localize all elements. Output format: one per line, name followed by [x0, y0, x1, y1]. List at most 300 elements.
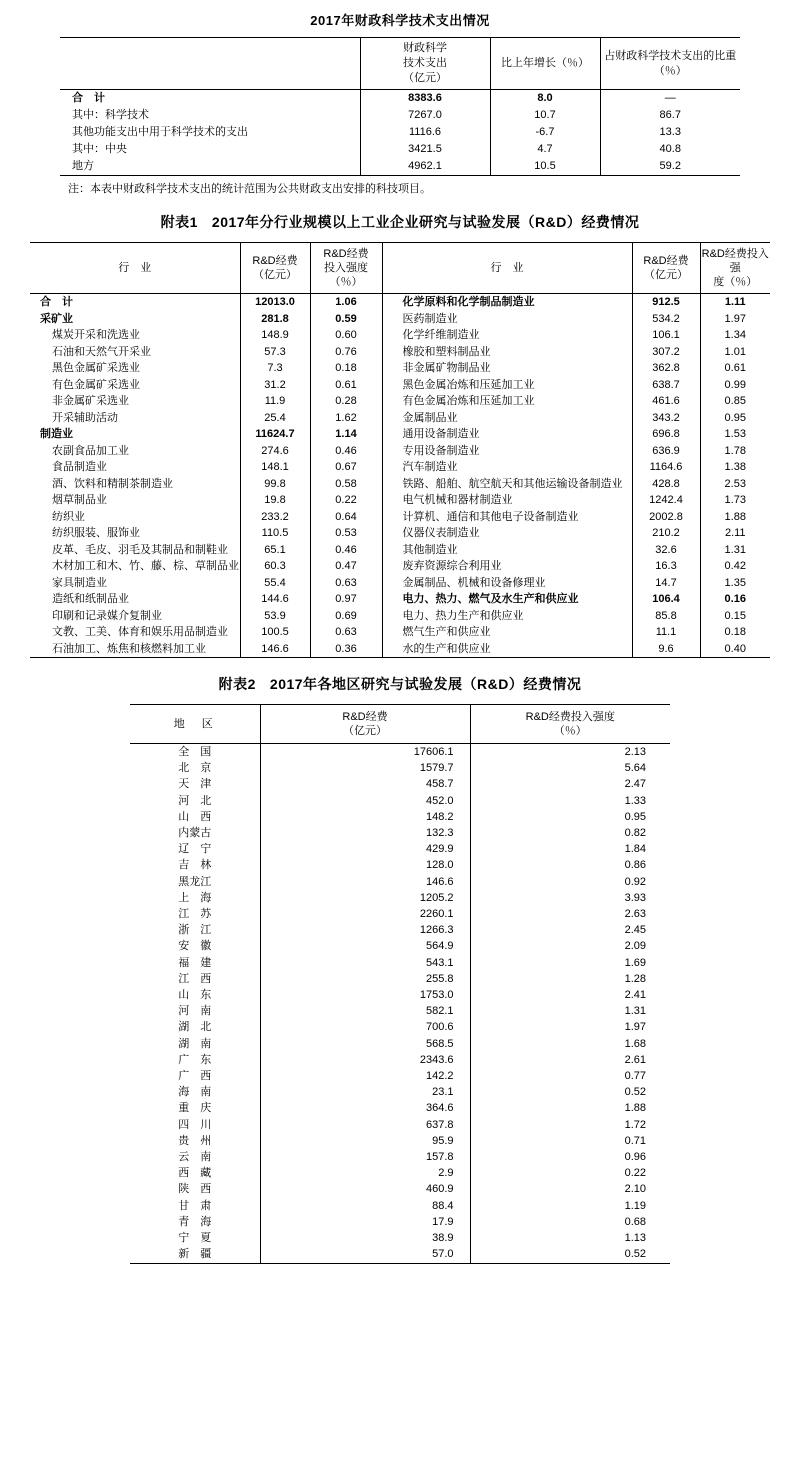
row-intensity-right: 1.01 — [724, 345, 746, 358]
table-row — [130, 776, 670, 792]
table-row — [30, 426, 770, 443]
row-funds-left: 110.5 — [240, 525, 310, 542]
table-row — [30, 393, 770, 410]
table-row — [130, 1133, 670, 1149]
row-funds: 1205.2 — [260, 890, 470, 906]
header-funds — [360, 38, 490, 90]
row-share: 86.7 — [600, 107, 740, 124]
row-region: 天 津 — [130, 776, 260, 792]
row-funds: 23.1 — [260, 1084, 470, 1100]
row-intensity: 2.09 — [470, 938, 670, 954]
row-industry-left: 非金属矿采选业 — [30, 393, 240, 410]
row-funds: 128.0 — [260, 857, 470, 873]
row-funds-left: 233.2 — [240, 509, 310, 526]
row-intensity: 0.95 — [470, 809, 670, 825]
header-region — [130, 705, 260, 744]
row-industry-left: 有色金属矿采选业 — [30, 377, 240, 394]
table-row — [130, 1246, 670, 1263]
table-row — [130, 1198, 670, 1214]
table-row — [130, 857, 670, 873]
table-row — [130, 1019, 670, 1035]
row-label: 合 计 — [60, 90, 360, 108]
row-intensity: 2.47 — [470, 776, 670, 792]
row-funds: 17.9 — [260, 1214, 470, 1230]
row-intensity-right: 1.34 — [724, 329, 746, 341]
header-intensity-left — [310, 243, 382, 294]
table-header-row — [130, 705, 670, 744]
row-intensity-right: 0.18 — [724, 626, 746, 638]
row-intensity-right: 1.38 — [724, 461, 746, 473]
row-region: 甘 肃 — [130, 1198, 260, 1214]
row-share: — — [600, 90, 740, 108]
table-row — [130, 906, 670, 922]
row-intensity-right: 1.35 — [724, 576, 746, 589]
table-row — [30, 459, 770, 476]
row-funds-right: 32.6 — [632, 542, 700, 559]
row-industry-left: 石油和天然气开采业 — [30, 344, 240, 361]
header-share: 占财政科学技术支出的比重（％） — [600, 38, 740, 90]
row-intensity: 1.33 — [470, 793, 670, 809]
row-industry-left: 文教、工美、体育和娱乐用品制造业 — [30, 624, 240, 641]
row-region: 贵 州 — [130, 1133, 260, 1149]
row-funds-left: 12013.0 — [240, 294, 310, 311]
row-intensity-left: 1.14 — [310, 426, 382, 443]
table-row — [130, 1084, 670, 1100]
row-funds-right: 106.4 — [632, 591, 700, 608]
row-industry-left: 制造业 — [30, 426, 240, 443]
row-funds: 57.0 — [260, 1246, 470, 1263]
row-industry-right: 计算机、通信和其他电子设备制造业 — [382, 509, 632, 526]
row-region: 全 国 — [130, 744, 260, 761]
row-industry-right: 非金属矿物制品业 — [382, 360, 632, 377]
table-row — [30, 641, 770, 658]
row-intensity-left: 0.64 — [310, 509, 382, 526]
row-funds: 700.6 — [260, 1019, 470, 1035]
row-funds: 364.6 — [260, 1100, 470, 1116]
row-region: 西 藏 — [130, 1165, 260, 1181]
row-region: 福 建 — [130, 955, 260, 971]
row-funds-right: 307.2 — [632, 344, 700, 361]
row-funds-right: 638.7 — [632, 377, 700, 394]
table-row — [130, 809, 670, 825]
row-region: 上 海 — [130, 890, 260, 906]
row-intensity-right: 0.99 — [724, 378, 746, 391]
row-industry-left: 烟草制品业 — [30, 492, 240, 509]
row-industry-left: 农副食品加工业 — [30, 443, 240, 460]
row-growth: 10.7 — [490, 107, 600, 124]
row-funds: 458.7 — [260, 776, 470, 792]
row-funds-left: 11.9 — [240, 393, 310, 410]
row-funds-right: 912.5 — [632, 294, 700, 311]
table-row — [130, 1117, 670, 1133]
row-intensity-left: 0.61 — [310, 377, 382, 394]
table-row — [30, 327, 770, 344]
header-funds-line2: 技术支出 — [403, 57, 447, 69]
row-industry-left: 纺织服装、服饰业 — [30, 525, 240, 542]
header-funds-line1: 财政科学 — [403, 42, 447, 54]
table-row — [60, 90, 740, 108]
row-intensity-left: 0.47 — [310, 558, 382, 575]
row-funds-left: 53.9 — [240, 608, 310, 625]
row-funds-left: 148.9 — [240, 327, 310, 344]
row-intensity: 2.10 — [470, 1181, 670, 1197]
header-funds-left-line1: R&D经费 — [252, 255, 298, 267]
row-funds-right: 461.6 — [632, 393, 700, 410]
row-funds-left: 281.8 — [240, 311, 310, 328]
row-region: 江 苏 — [130, 906, 260, 922]
table-row — [30, 377, 770, 394]
row-region: 黑龙江 — [130, 874, 260, 890]
row-region: 陕 西 — [130, 1181, 260, 1197]
row-intensity-left: 0.60 — [310, 327, 382, 344]
table-row — [30, 476, 770, 493]
row-intensity-left: 0.59 — [310, 311, 382, 328]
row-intensity-right: 1.31 — [724, 543, 746, 556]
row-label: 地方 — [60, 158, 360, 176]
row-industry-left: 造纸和纸制品业 — [30, 591, 240, 608]
row-funds-left: 19.8 — [240, 492, 310, 509]
row-funds-left: 60.3 — [240, 558, 310, 575]
row-industry-left: 印刷和记录媒介复制业 — [30, 608, 240, 625]
fiscal-expenditure-table — [60, 37, 740, 176]
row-funds: 17606.1 — [260, 744, 470, 761]
row-intensity: 0.96 — [470, 1149, 670, 1165]
header-intensity-left-line3: （％） — [329, 276, 363, 288]
row-region: 河 北 — [130, 793, 260, 809]
header-intensity-left-line2: 投入强度 — [324, 262, 368, 274]
row-intensity-right: 0.16 — [724, 593, 746, 605]
table-row — [30, 591, 770, 608]
row-intensity-left: 0.69 — [310, 608, 382, 625]
row-funds: 255.8 — [260, 971, 470, 987]
table-row — [30, 311, 770, 328]
row-funds: 38.9 — [260, 1230, 470, 1246]
table-row — [130, 1036, 670, 1052]
region-rd-table — [130, 704, 670, 1264]
row-industry-right: 水的生产和供应业 — [382, 641, 632, 658]
row-funds: 88.4 — [260, 1198, 470, 1214]
row-industry-left: 木材加工和木、竹、藤、棕、草制品业 — [30, 558, 240, 575]
row-funds: 7267.0 — [360, 107, 490, 124]
row-industry-left: 皮革、毛皮、羽毛及其制品和制鞋业 — [30, 542, 240, 559]
row-region: 吉 林 — [130, 857, 260, 873]
row-funds: 568.5 — [260, 1036, 470, 1052]
row-industry-right: 其他制造业 — [382, 542, 632, 559]
row-intensity-left: 1.06 — [310, 294, 382, 311]
row-region: 山 东 — [130, 987, 260, 1003]
row-label: 其他功能支出中用于科学技术的支出 — [60, 124, 360, 141]
row-funds: 148.2 — [260, 809, 470, 825]
row-funds-left: 31.2 — [240, 377, 310, 394]
row-intensity-right: 2.53 — [724, 477, 746, 490]
row-industry-right: 仪器仪表制造业 — [382, 525, 632, 542]
table-row — [30, 608, 770, 625]
row-region: 广 东 — [130, 1052, 260, 1068]
row-funds: 8383.6 — [360, 90, 490, 108]
row-industry-right: 电气机械和器材制造业 — [382, 492, 632, 509]
row-growth: 4.7 — [490, 141, 600, 158]
row-funds-right: 343.2 — [632, 410, 700, 427]
table-row — [130, 1214, 670, 1230]
row-region: 浙 江 — [130, 922, 260, 938]
row-intensity: 0.52 — [470, 1084, 670, 1100]
row-intensity: 0.82 — [470, 825, 670, 841]
row-intensity-right: 1.11 — [724, 296, 746, 308]
row-funds-right: 428.8 — [632, 476, 700, 493]
table-row — [130, 890, 670, 906]
row-label: 其中：中央 — [60, 141, 360, 158]
row-funds-right: 9.6 — [632, 641, 700, 658]
row-funds-left: 146.6 — [240, 641, 310, 658]
row-industry-right: 金属制品业 — [382, 410, 632, 427]
row-region: 山 西 — [130, 809, 260, 825]
row-intensity: 5.64 — [470, 760, 670, 776]
appendix-2-title: 2017年各地区研究与试验发展（R&D）经费情况 — [269, 676, 582, 692]
fiscal-expenditure-table-wrap — [60, 37, 740, 196]
table-row — [30, 492, 770, 509]
table-row — [130, 1230, 670, 1246]
appendix-1-number: 附表1 — [160, 214, 198, 230]
row-intensity: 1.19 — [470, 1198, 670, 1214]
document-page — [0, 10, 800, 1460]
row-intensity: 0.92 — [470, 874, 670, 890]
row-intensity-right: 2.11 — [724, 527, 746, 539]
row-funds-right: 362.8 — [632, 360, 700, 377]
row-funds-left: 55.4 — [240, 575, 310, 592]
header-funds-right-line1: R&D经费 — [643, 255, 689, 267]
row-industry-right: 铁路、船舶、航空航天和其他运输设备制造业 — [382, 476, 632, 493]
row-funds: 564.9 — [260, 938, 470, 954]
row-region: 新 疆 — [130, 1246, 260, 1263]
row-intensity: 1.72 — [470, 1117, 670, 1133]
row-funds: 460.9 — [260, 1181, 470, 1197]
row-funds: 132.3 — [260, 825, 470, 841]
table-row — [30, 624, 770, 641]
row-funds-right: 2002.8 — [632, 509, 700, 526]
row-funds: 543.1 — [260, 955, 470, 971]
row-funds-right: 16.3 — [632, 558, 700, 575]
row-label: 其中：科学技术 — [60, 107, 360, 124]
header-intensity — [470, 705, 670, 744]
row-funds: 1116.6 — [360, 124, 490, 141]
table-row — [30, 558, 770, 575]
table-note: 注：本表中财政科学技术支出的统计范围为公共财政支出安排的科技项目。 — [68, 183, 431, 195]
row-industry-left: 采矿业 — [30, 311, 240, 328]
row-intensity: 1.88 — [470, 1100, 670, 1116]
row-funds: 452.0 — [260, 793, 470, 809]
row-funds: 2343.6 — [260, 1052, 470, 1068]
row-funds-right: 85.8 — [632, 608, 700, 625]
header-funds — [260, 705, 470, 744]
row-intensity: 1.28 — [470, 971, 670, 987]
row-funds: 142.2 — [260, 1068, 470, 1084]
row-intensity-left: 0.53 — [310, 525, 382, 542]
industry-rd-table-body — [30, 294, 770, 658]
row-industry-right: 电力、热力、燃气及水生产和供应业 — [382, 591, 632, 608]
row-intensity-right: 1.53 — [724, 428, 746, 440]
row-intensity: 0.22 — [470, 1165, 670, 1181]
table-row — [60, 141, 740, 158]
table-row — [130, 793, 670, 809]
row-region: 青 海 — [130, 1214, 260, 1230]
table-row — [130, 1181, 670, 1197]
table-row — [130, 922, 670, 938]
region-rd-table-wrap — [130, 704, 670, 1264]
row-intensity-left: 0.36 — [310, 641, 382, 658]
table-row — [130, 971, 670, 987]
row-intensity: 0.68 — [470, 1214, 670, 1230]
row-region: 宁 夏 — [130, 1230, 260, 1246]
row-funds: 157.8 — [260, 1149, 470, 1165]
row-intensity-left: 0.18 — [310, 360, 382, 377]
table-row — [130, 1165, 670, 1181]
table-row — [130, 841, 670, 857]
table-row — [130, 1149, 670, 1165]
row-intensity: 2.61 — [470, 1052, 670, 1068]
row-funds-right: 210.2 — [632, 525, 700, 542]
row-intensity: 3.93 — [470, 890, 670, 906]
table-row — [30, 360, 770, 377]
row-intensity-right: 0.61 — [724, 362, 746, 374]
row-funds: 2.9 — [260, 1165, 470, 1181]
row-funds-left: 100.5 — [240, 624, 310, 641]
row-intensity-right: 1.73 — [724, 494, 746, 506]
header-funds-right — [632, 243, 700, 294]
row-industry-left: 合 计 — [30, 294, 240, 311]
row-intensity-left: 0.67 — [310, 459, 382, 476]
row-industry-left: 纺织业 — [30, 509, 240, 526]
row-intensity: 2.41 — [470, 987, 670, 1003]
row-funds-left: 25.4 — [240, 410, 310, 427]
row-funds: 146.6 — [260, 874, 470, 890]
table-row — [30, 443, 770, 460]
table-row — [30, 344, 770, 361]
row-intensity-right: 1.78 — [724, 444, 746, 457]
row-funds: 3421.5 — [360, 141, 490, 158]
row-funds-right: 14.7 — [632, 575, 700, 592]
row-intensity-left: 0.63 — [310, 575, 382, 592]
row-funds-left: 7.3 — [240, 360, 310, 377]
row-industry-right: 金属制品、机械和设备修理业 — [382, 575, 632, 592]
row-intensity-right: 1.88 — [724, 510, 746, 523]
row-industry-left: 食品制造业 — [30, 459, 240, 476]
row-industry-right: 电力、热力生产和供应业 — [382, 608, 632, 625]
row-region: 湖 北 — [130, 1019, 260, 1035]
row-intensity-left: 0.97 — [310, 591, 382, 608]
row-industry-right: 汽车制造业 — [382, 459, 632, 476]
row-funds-right: 1164.6 — [632, 459, 700, 476]
header-industry-right: 行 业 — [382, 243, 632, 294]
table-row — [130, 874, 670, 890]
row-funds: 429.9 — [260, 841, 470, 857]
row-funds: 95.9 — [260, 1133, 470, 1149]
appendix-1-title: 2017年分行业规模以上工业企业研究与试验发展（R&D）经费情况 — [211, 214, 640, 230]
row-funds-left: 57.3 — [240, 344, 310, 361]
row-region: 四 川 — [130, 1117, 260, 1133]
row-growth: 8.0 — [490, 90, 600, 108]
table-row — [130, 1068, 670, 1084]
row-industry-right: 黑色金属冶炼和压延加工业 — [382, 377, 632, 394]
row-intensity-right: 0.85 — [724, 395, 746, 407]
header-funds-right-line2: （亿元） — [644, 269, 688, 281]
row-funds: 1579.7 — [260, 760, 470, 776]
row-industry-right: 化学原料和化学制品制造业 — [382, 294, 632, 311]
row-funds-left: 148.1 — [240, 459, 310, 476]
row-funds-left: 144.6 — [240, 591, 310, 608]
row-industry-left: 石油加工、炼焦和核燃料加工业 — [30, 641, 240, 658]
table-row — [130, 1100, 670, 1116]
region-rd-table-body — [130, 744, 670, 1264]
table-row — [30, 525, 770, 542]
row-industry-left: 煤炭开采和洗选业 — [30, 327, 240, 344]
row-intensity-left: 0.22 — [310, 492, 382, 509]
header-funds-line2: （亿元） — [343, 725, 387, 737]
row-intensity-left: 0.58 — [310, 476, 382, 493]
row-intensity: 2.13 — [470, 744, 670, 761]
row-intensity-right: 0.15 — [724, 609, 746, 622]
header-funds-left — [240, 243, 310, 294]
row-intensity-right: 0.95 — [724, 411, 746, 424]
row-intensity: 1.68 — [470, 1036, 670, 1052]
row-funds-left: 99.8 — [240, 476, 310, 493]
row-growth: 10.5 — [490, 158, 600, 176]
table-row — [130, 1003, 670, 1019]
row-intensity: 1.69 — [470, 955, 670, 971]
row-industry-right: 废弃资源综合利用业 — [382, 558, 632, 575]
table-header-row — [30, 243, 770, 294]
header-intensity-right-line1: R&D经费投入强 — [701, 248, 769, 274]
row-funds: 582.1 — [260, 1003, 470, 1019]
table-row — [60, 124, 740, 141]
header-intensity-right-line2: 度（％） — [713, 276, 758, 288]
row-share: 13.3 — [600, 124, 740, 141]
row-region: 内蒙古 — [130, 825, 260, 841]
row-funds-left: 274.6 — [240, 443, 310, 460]
header-blank — [60, 38, 360, 90]
row-region: 江 西 — [130, 971, 260, 987]
industry-rd-table — [30, 242, 770, 658]
row-industry-left: 酒、饮料和精制茶制造业 — [30, 476, 240, 493]
row-intensity-left: 0.76 — [310, 344, 382, 361]
table-row — [130, 825, 670, 841]
row-industry-right: 橡胶和塑料制品业 — [382, 344, 632, 361]
row-intensity: 1.13 — [470, 1230, 670, 1246]
table-row — [60, 158, 740, 176]
row-funds-right: 11.1 — [632, 624, 700, 641]
row-intensity: 1.97 — [470, 1019, 670, 1035]
row-funds: 1753.0 — [260, 987, 470, 1003]
row-intensity: 0.52 — [470, 1246, 670, 1263]
table-row — [130, 987, 670, 1003]
row-funds-right: 106.1 — [632, 327, 700, 344]
row-region: 重 庆 — [130, 1100, 260, 1116]
row-region: 海 南 — [130, 1084, 260, 1100]
row-industry-right: 化学纤维制造业 — [382, 327, 632, 344]
row-region: 河 南 — [130, 1003, 260, 1019]
industry-rd-table-wrap — [30, 242, 770, 658]
row-intensity-left: 0.46 — [310, 443, 382, 460]
row-growth: -6.7 — [490, 124, 600, 141]
header-growth: 比上年增长（％） — [490, 38, 600, 90]
table-row — [130, 938, 670, 954]
appendix-2-number: 附表2 — [218, 676, 256, 692]
table-row — [130, 1052, 670, 1068]
row-intensity: 0.86 — [470, 857, 670, 873]
row-intensity: 1.31 — [470, 1003, 670, 1019]
row-intensity-right: 0.42 — [724, 560, 746, 572]
header-intensity-line1: R&D经费投入强度 — [525, 711, 615, 723]
row-funds: 637.8 — [260, 1117, 470, 1133]
